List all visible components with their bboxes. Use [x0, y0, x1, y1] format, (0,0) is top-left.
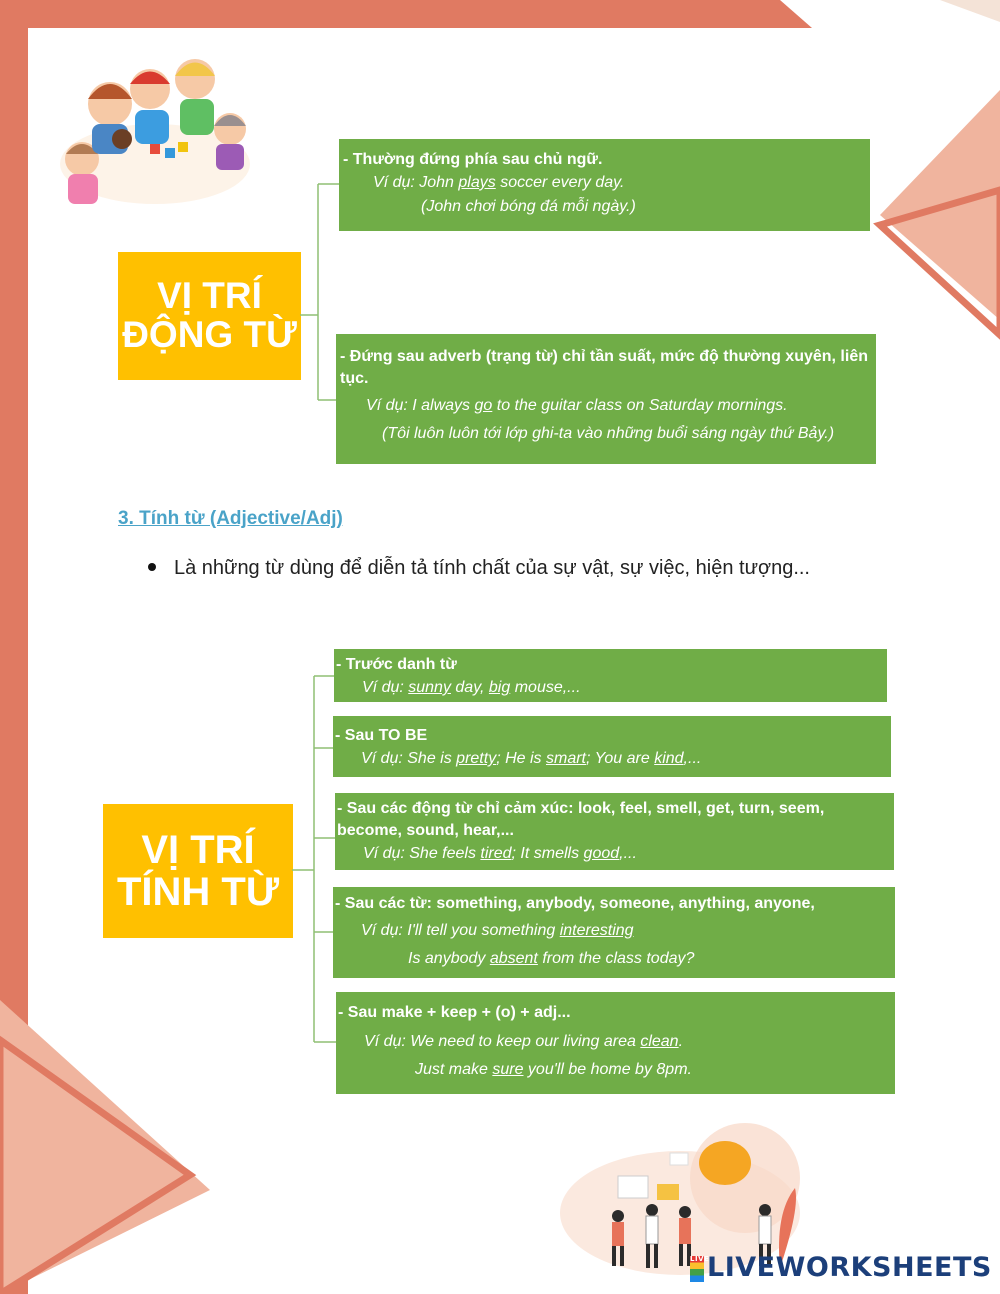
- verb-position-box-2: [336, 334, 876, 464]
- adjective-heading: 3. Tính từ (Adjective/Adj): [118, 508, 343, 529]
- children-playing-illustration: [50, 44, 260, 216]
- verb-example-2: Ví dụ: I always go to the guitar class on Saturday mornings.: [366, 397, 788, 414]
- adj-position-box-5: [336, 992, 895, 1094]
- adj-position-box-1: [334, 649, 887, 702]
- adjective-position-title: [103, 804, 293, 938]
- adj-rule-4: - Sau các từ: something, anybody, someone, anything, anyone,: [335, 895, 815, 912]
- adj-example-4b: Is anybody absent from the class today?: [408, 950, 695, 967]
- adjective-connector-lines: [292, 670, 338, 1050]
- verb-translation-2: (Tôi luôn luôn tới lớp ghi-ta vào những buổi sáng ngày thứ Bảy.): [382, 425, 835, 442]
- liveworksheets-logo: [690, 1252, 992, 1283]
- adj-rule-1: - Trước danh từ: [336, 656, 457, 673]
- verb-translation-1: (John chơi bóng đá mỗi ngày.): [421, 198, 636, 215]
- adj-example-5b: Just make sure you'll be home by 8pm.: [415, 1061, 692, 1078]
- verb-example-1: Ví dụ: John plays soccer every day.: [373, 174, 625, 191]
- adjective-definition: Là những từ dùng để diễn tả tính chất của sự vật, sự việc, hiện tượng...: [148, 557, 810, 580]
- adj-position-box-3: [335, 793, 894, 870]
- adj-rule-2: - Sau TO BE: [335, 727, 428, 744]
- adj-title-line1: VỊ TRÍ: [141, 828, 255, 872]
- verb-rule-2: - Đứng sau adverb (trạng từ) chỉ tần suất, mức độ thường xuyên, liên tục.: [340, 348, 868, 387]
- verb-position-box-1: [339, 139, 870, 231]
- adj-rule-5: - Sau make + keep + (o) + adj...: [338, 1004, 571, 1021]
- verb-title-line1: VỊ TRÍ: [157, 275, 262, 317]
- adj-example-1: Ví dụ: sunny day, big mouse,...: [362, 679, 581, 696]
- verb-position-title: [118, 252, 301, 380]
- adj-position-box-4: [333, 887, 895, 978]
- adj-example-2: Ví dụ: She is pretty; He is smart; You are kind,...: [361, 750, 702, 767]
- adj-title-line2: TÍNH TỪ: [116, 870, 280, 914]
- adj-example-5a: Ví dụ: We need to keep our living area clean.: [364, 1033, 684, 1050]
- verb-connector-lines: [300, 180, 340, 405]
- verb-rule-1: - Thường đứng phía sau chủ ngữ.: [343, 151, 603, 168]
- logo-text: LIVEWORKSHEETS: [707, 1252, 992, 1283]
- bullet-dot: [148, 563, 156, 571]
- live-badge: LIVE: [690, 1256, 704, 1282]
- adj-example-4a: Ví dụ: I'll tell you something interesting: [361, 922, 634, 939]
- adj-position-box-2: [333, 716, 891, 777]
- verb-title-line2: ĐỘNG TỪ: [122, 314, 297, 355]
- adj-example-3: Ví dụ: She feels tired; It smells good,...: [363, 845, 637, 862]
- adj-rule-3: - Sau các động từ chỉ cảm xúc: look, feel, smell, get, turn, seem, become, sound, hear,...: [337, 800, 825, 839]
